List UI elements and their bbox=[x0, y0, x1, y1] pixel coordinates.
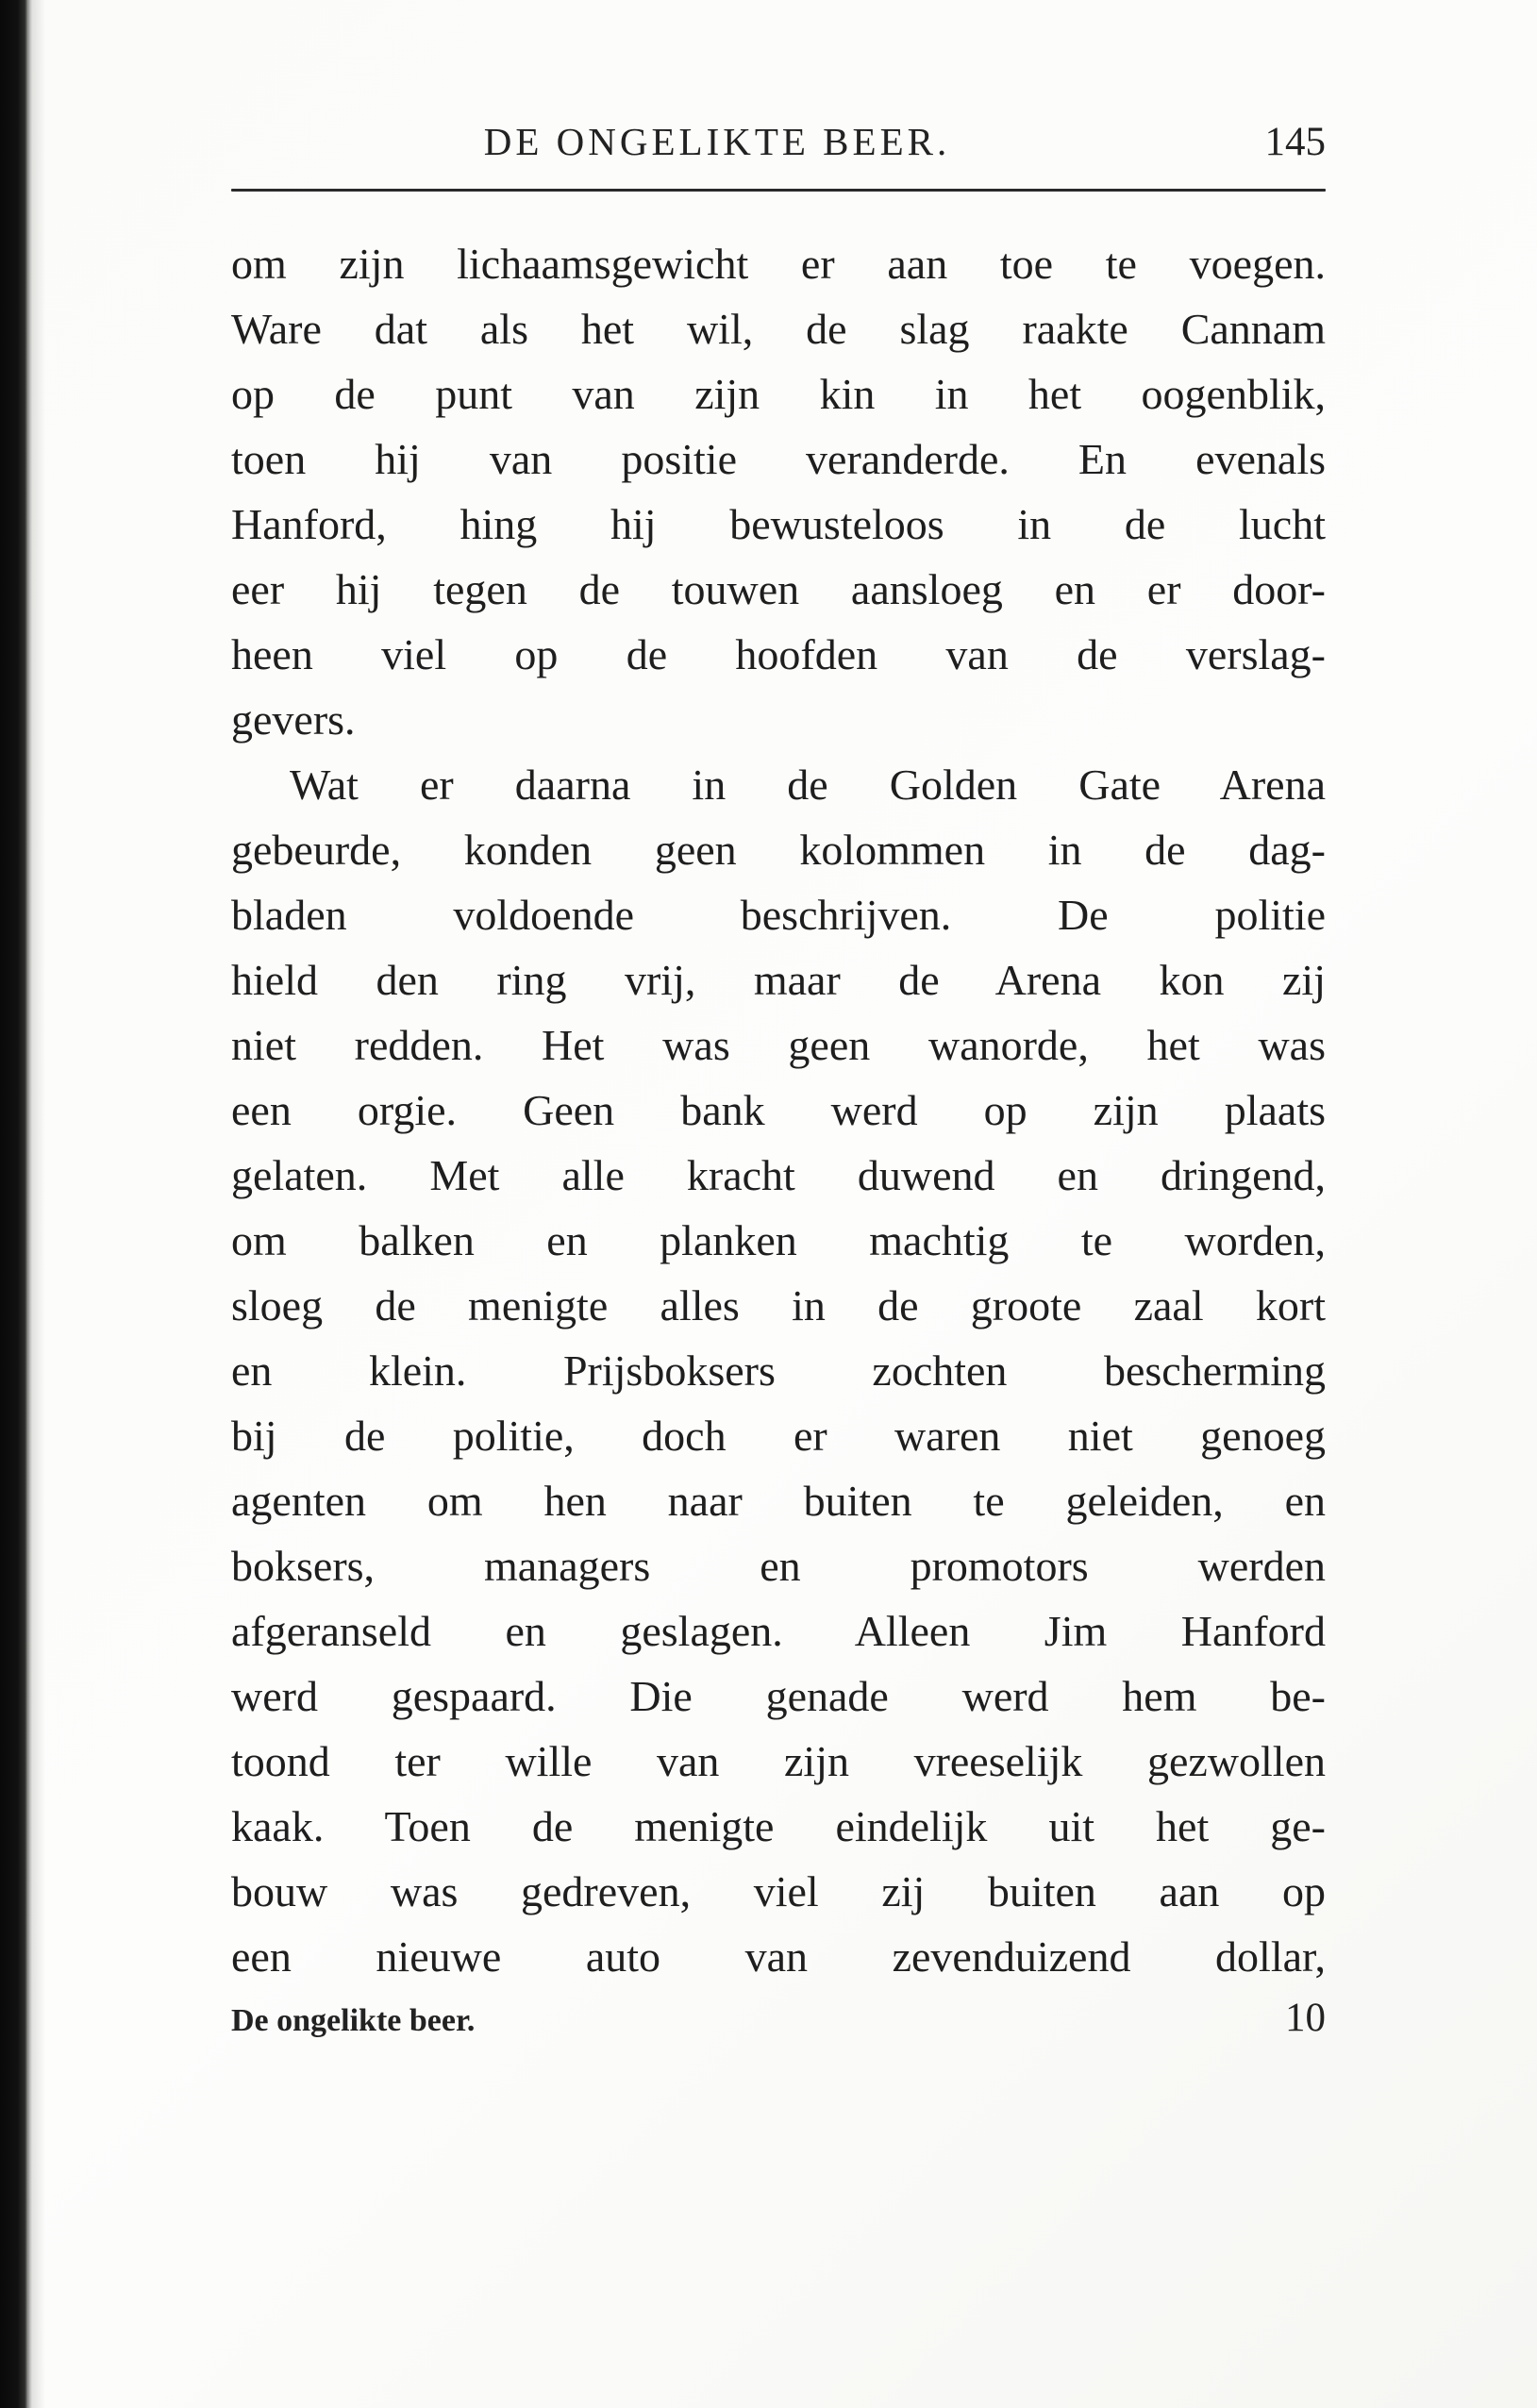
body-text bbox=[231, 231, 1326, 1989]
footer-signature-number: 10 bbox=[1285, 1996, 1326, 2040]
footer-book-title: De ongelikte beer. bbox=[231, 2003, 476, 2038]
text-line: boksers, managers en promotors werden bbox=[231, 1542, 1326, 1590]
page-footer bbox=[231, 1995, 1326, 2041]
text-line: gevers. bbox=[231, 695, 356, 744]
text-line: toen hij van positie veranderde. En evenals bbox=[231, 435, 1326, 483]
text-line: bouw was gedreven, viel zij buiten aan op bbox=[231, 1867, 1326, 1915]
running-title: DE ONGELIKTE BEER. bbox=[483, 120, 951, 163]
text-line: kaak. Toen de menigte eindelijk uit het ge- bbox=[231, 1802, 1326, 1850]
page-number: 145 bbox=[1264, 120, 1326, 164]
text-line: hield den ring vrij, maar de Arena kon zij bbox=[231, 956, 1326, 1004]
text-line: sloeg de menigte alles in de groote zaal kort bbox=[231, 1281, 1326, 1329]
page-content bbox=[231, 0, 1326, 2408]
text-line: om zijn lichaamsgewicht er aan toe te voegen. bbox=[231, 240, 1326, 288]
text-line: een orgie. Geen bank werd op zijn plaats bbox=[231, 1086, 1326, 1134]
header-rule bbox=[231, 189, 1326, 192]
book-binding-shadow bbox=[0, 0, 32, 2408]
text-line: Hanford, hing hij bewusteloos in de lucht bbox=[231, 500, 1326, 548]
text-line: bladen voldoende beschrijven. De politie bbox=[231, 891, 1326, 939]
page-header bbox=[231, 119, 1326, 168]
paragraph bbox=[231, 231, 1326, 752]
text-line: agenten om hen naar buiten te geleiden, en bbox=[231, 1477, 1326, 1525]
text-line: toond ter wille van zijn vreeselijk gezwollen bbox=[231, 1737, 1326, 1785]
text-line: heen viel op de hoofden van de verslag- bbox=[231, 630, 1326, 678]
text-line: eer hij tegen de touwen aansloeg en er door- bbox=[231, 565, 1326, 613]
text-line: gelaten. Met alle kracht duwend en dringend, bbox=[231, 1151, 1326, 1199]
text-line: werd gespaard. Die genade werd hem be- bbox=[231, 1672, 1326, 1720]
paragraph bbox=[231, 752, 1326, 1989]
text-line: Ware dat als het wil, de slag raakte Cannam bbox=[231, 305, 1326, 353]
text-line: om balken en planken machtig te worden, bbox=[231, 1216, 1326, 1264]
text-line: een nieuwe auto van zevenduizend dollar, bbox=[231, 1932, 1326, 1981]
text-line: bij de politie, doch er waren niet genoeg bbox=[231, 1412, 1326, 1460]
text-line: afgeranseld en geslagen. Alleen Jim Hanford bbox=[231, 1607, 1326, 1655]
text-line: en klein. Prijsboksers zochten bescherming bbox=[231, 1346, 1326, 1395]
text-line: op de punt van zijn kin in het oogenblik, bbox=[231, 370, 1326, 418]
text-line: gebeurde, konden geen kolommen in de dag- bbox=[231, 826, 1326, 874]
text-line: Wat er daarna in de Golden Gate Arena bbox=[290, 761, 1326, 809]
text-line: niet redden. Het was geen wanorde, het was bbox=[231, 1021, 1326, 1069]
